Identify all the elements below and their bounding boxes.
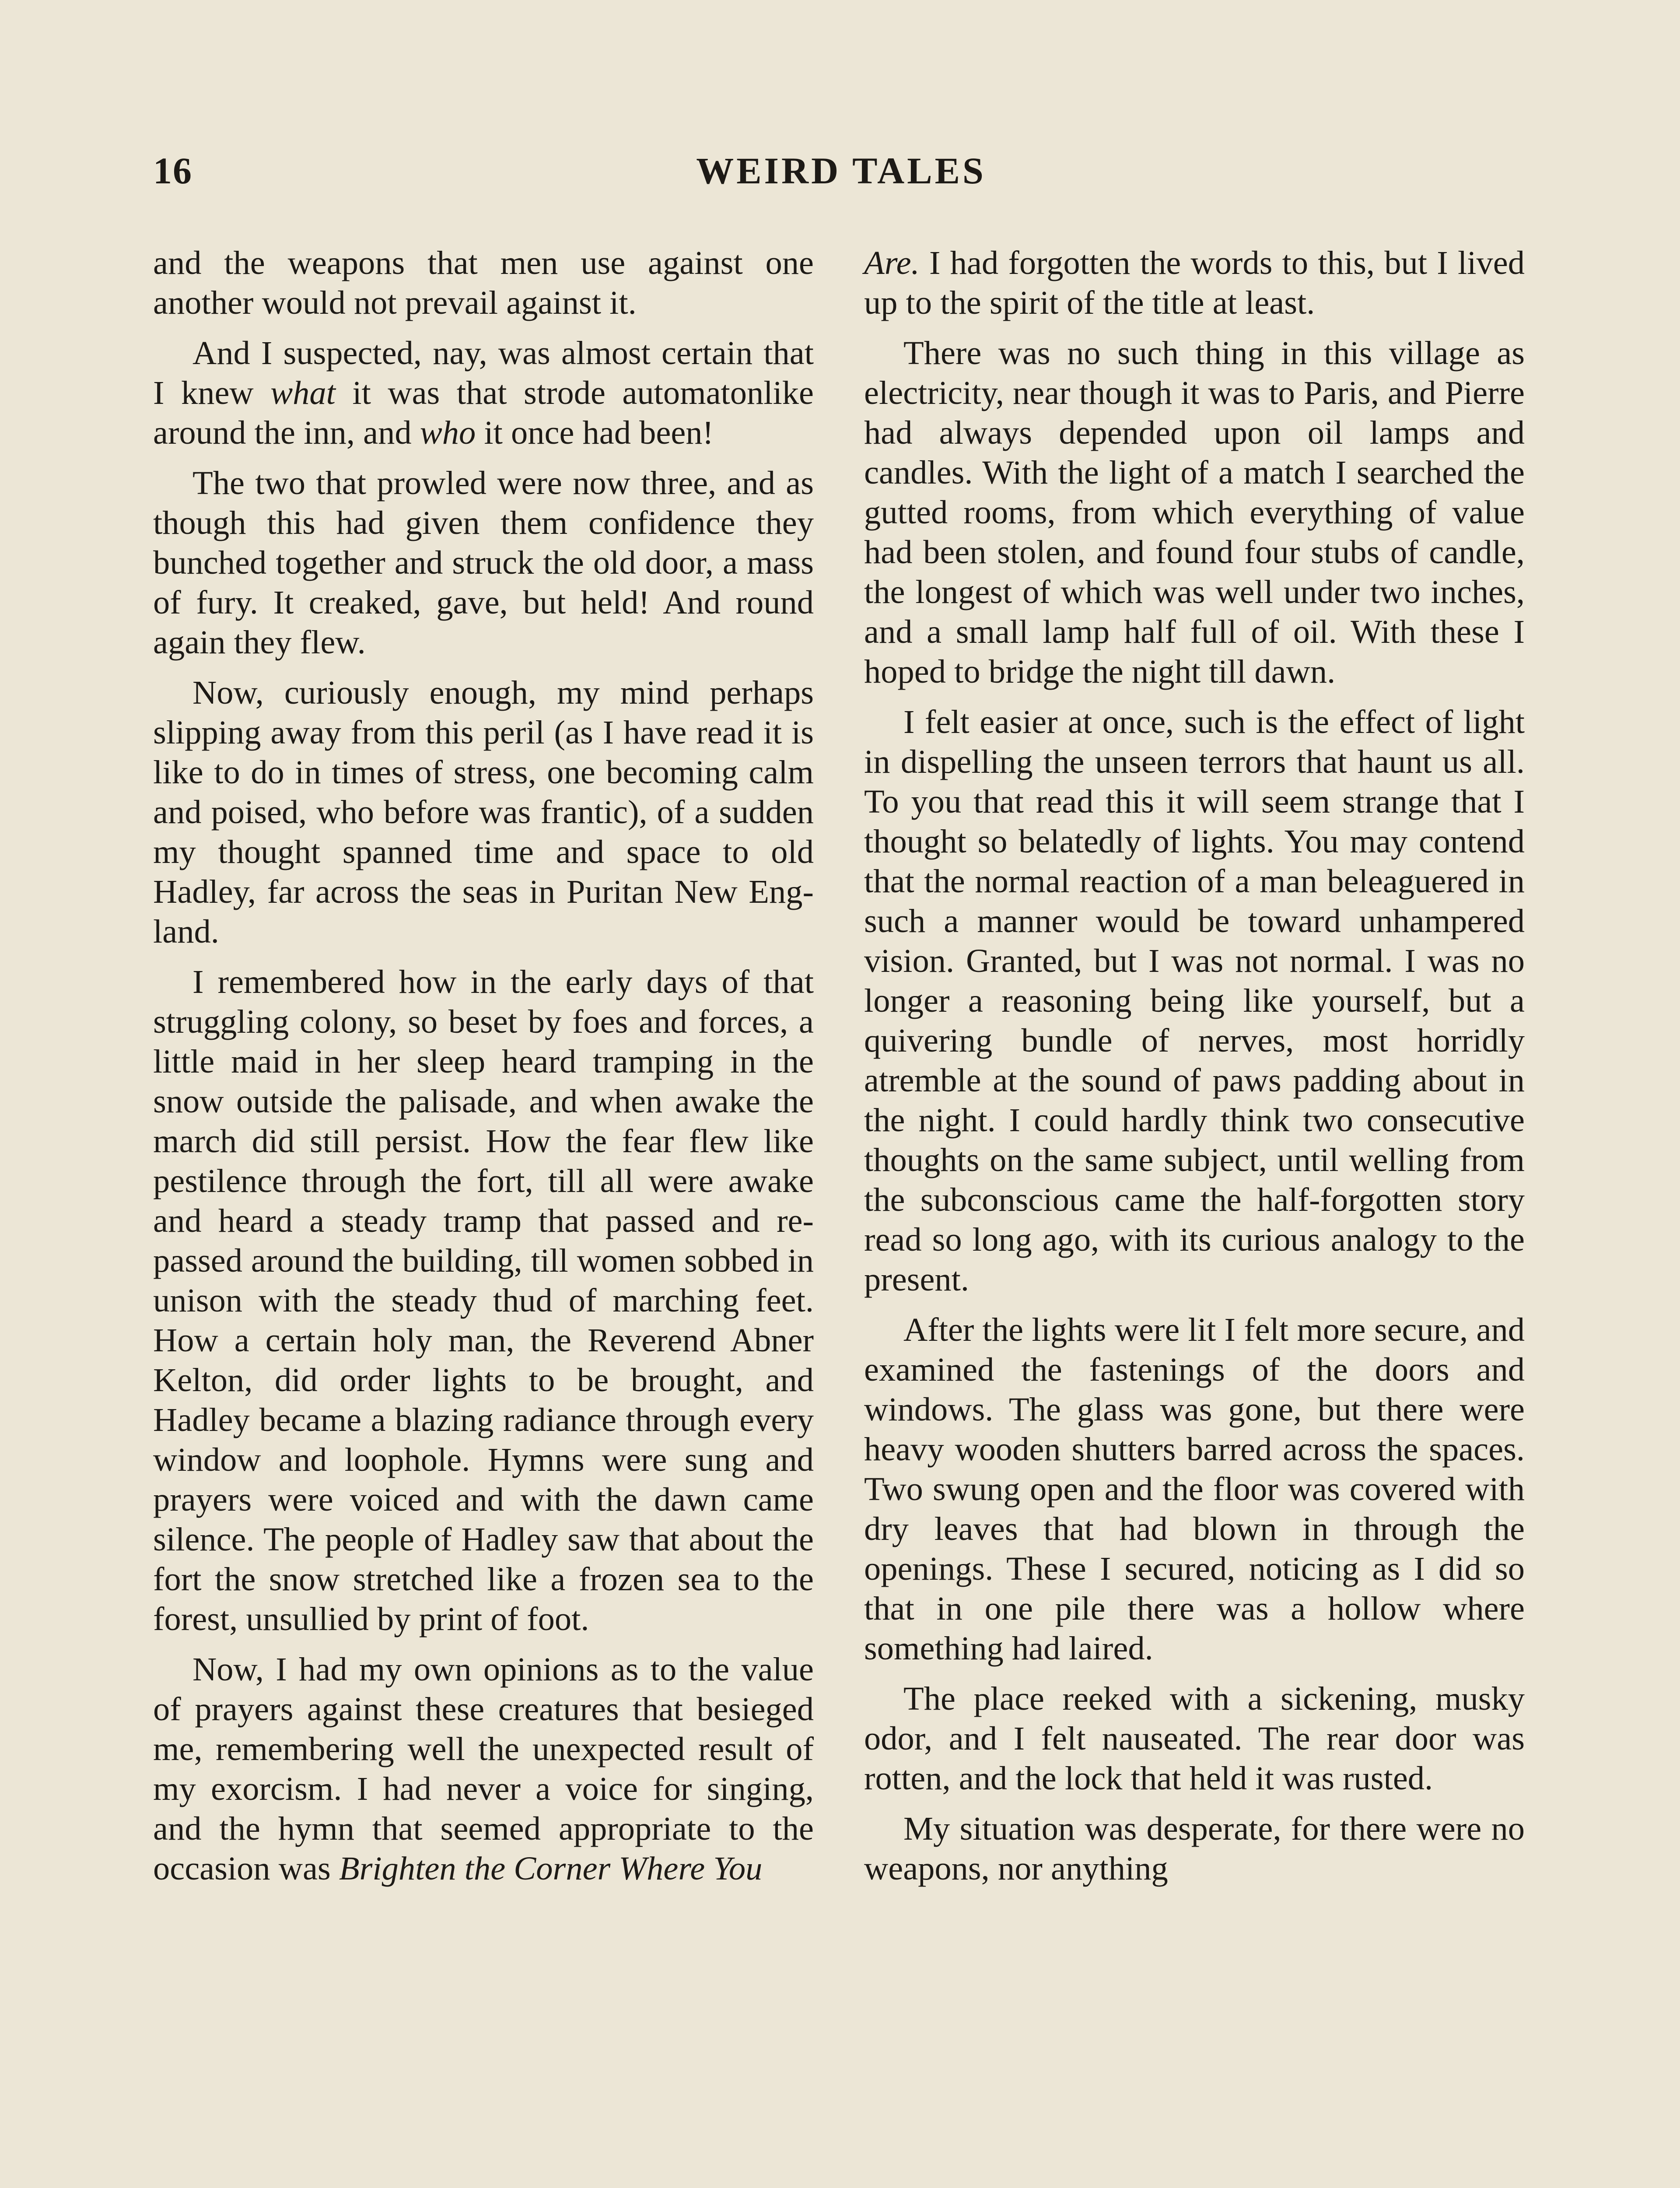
- running-title: WEIRD TALES: [696, 150, 986, 192]
- paragraph: Are. I had forgotten the words to this, but I lived up to the spirit of the title at least.: [864, 244, 1525, 321]
- paragraph: Now, curiously enough, my mind perhaps slipping away from this peril (as I have read it is like to do in times of stress, one becoming calm and poised, who before was frantic), of a sudden my thought spanned time and space to old Hadley, far across the seas in Puritan New England.: [153, 674, 814, 950]
- paragraph: I felt easier at once, such is the effect of light in dispelling the unseen terrors that haunt us all. To you that read this it will seem strange that I thought so belatedly of lights. You may contend that the normal reaction of a man beleaguered in such a manner would be toward unhampered vision. Granted, but I was not normal. I was no longer a reasoning being like yourself, but a quivering bundle of nerves, most horridly atremble at the sound of paws padding about in the night. I could hardly think two consecutive thoughts on the same subject, until welling from the subconscious came the half-forgotten story read so long ago, with its curious analogy to the present.: [864, 703, 1525, 1298]
- page-number: 16: [153, 150, 192, 192]
- paragraph: I remembered how in the early days of that struggling colony, so beset by foes and forces, a little maid in her sleep heard tramping in the snow outside the palisade, and when awake the march did still persist. How the fear flew like pestilence through the fort, till all were awake and heard a steady tramp that passed and repassed around the building, till women sobbed in unison with the steady thud of marching feet. How a certain holy man, the Reverend Abner Kelton, did order lights to be brought, and Hadley became a blazing radiance through every window and loophole. Hymns were sung and prayers were voiced and with the dawn came silence. The people of Hadley saw that about the fort the snow stretched like a frozen sea to the forest, unsullied by print of foot.: [153, 963, 814, 1637]
- paragraph: The place reeked with a sickening, musky odor, and I felt nauseated. The rear door was rotten, and the lock that held it was rusted.: [864, 1680, 1525, 1797]
- left-column: [153, 243, 814, 1899]
- right-column: [864, 243, 1525, 1899]
- paragraph: There was no such thing in this village as electricity, near though it was to Paris, and Pierre had always depended upon oil lamps and candles. With the light of a match I searched the gutted rooms, from which everything of value had been stolen, and found four stubs of candle, the longest of which was well under two inches, and a small lamp half full of oil. With these I hoped to bridge the night till dawn.: [864, 334, 1525, 690]
- paragraph: and the weapons that men use against one another would not prevail against it.: [153, 244, 814, 321]
- paragraph: The two that prowled were now three, and as though this had given them confidence they bunched together and struck the old door, a mass of fury. It creaked, gave, but held! And round again they flew.: [153, 464, 814, 661]
- page-header: [153, 149, 1529, 197]
- paragraph: Now, I had my own opinions as to the value of prayers against these creatures that besieged me, remembering well the unexpected result of my exorcism. I had never a voice for singing, and the hymn that seemed appropriate to the occasion was Brighten the Corner Where You: [153, 1651, 814, 1887]
- paragraph: After the lights were lit I felt more secure, and examined the fastenings of the doors and windows. The glass was gone, but there were heavy wooden shutters barred across the spaces. Two swung open and the floor was covered with dry leaves that had blown in through the openings. These I secured, noticing as I did so that in one pile there was a hollow where something had laired.: [864, 1311, 1525, 1667]
- paragraph: My situation was desperate, for there were no weapons, nor anything: [864, 1810, 1525, 1887]
- paragraph: And I suspected, nay, was almost certain that I knew what it was that strode automatonlike around the inn, and who it once had been!: [153, 334, 814, 451]
